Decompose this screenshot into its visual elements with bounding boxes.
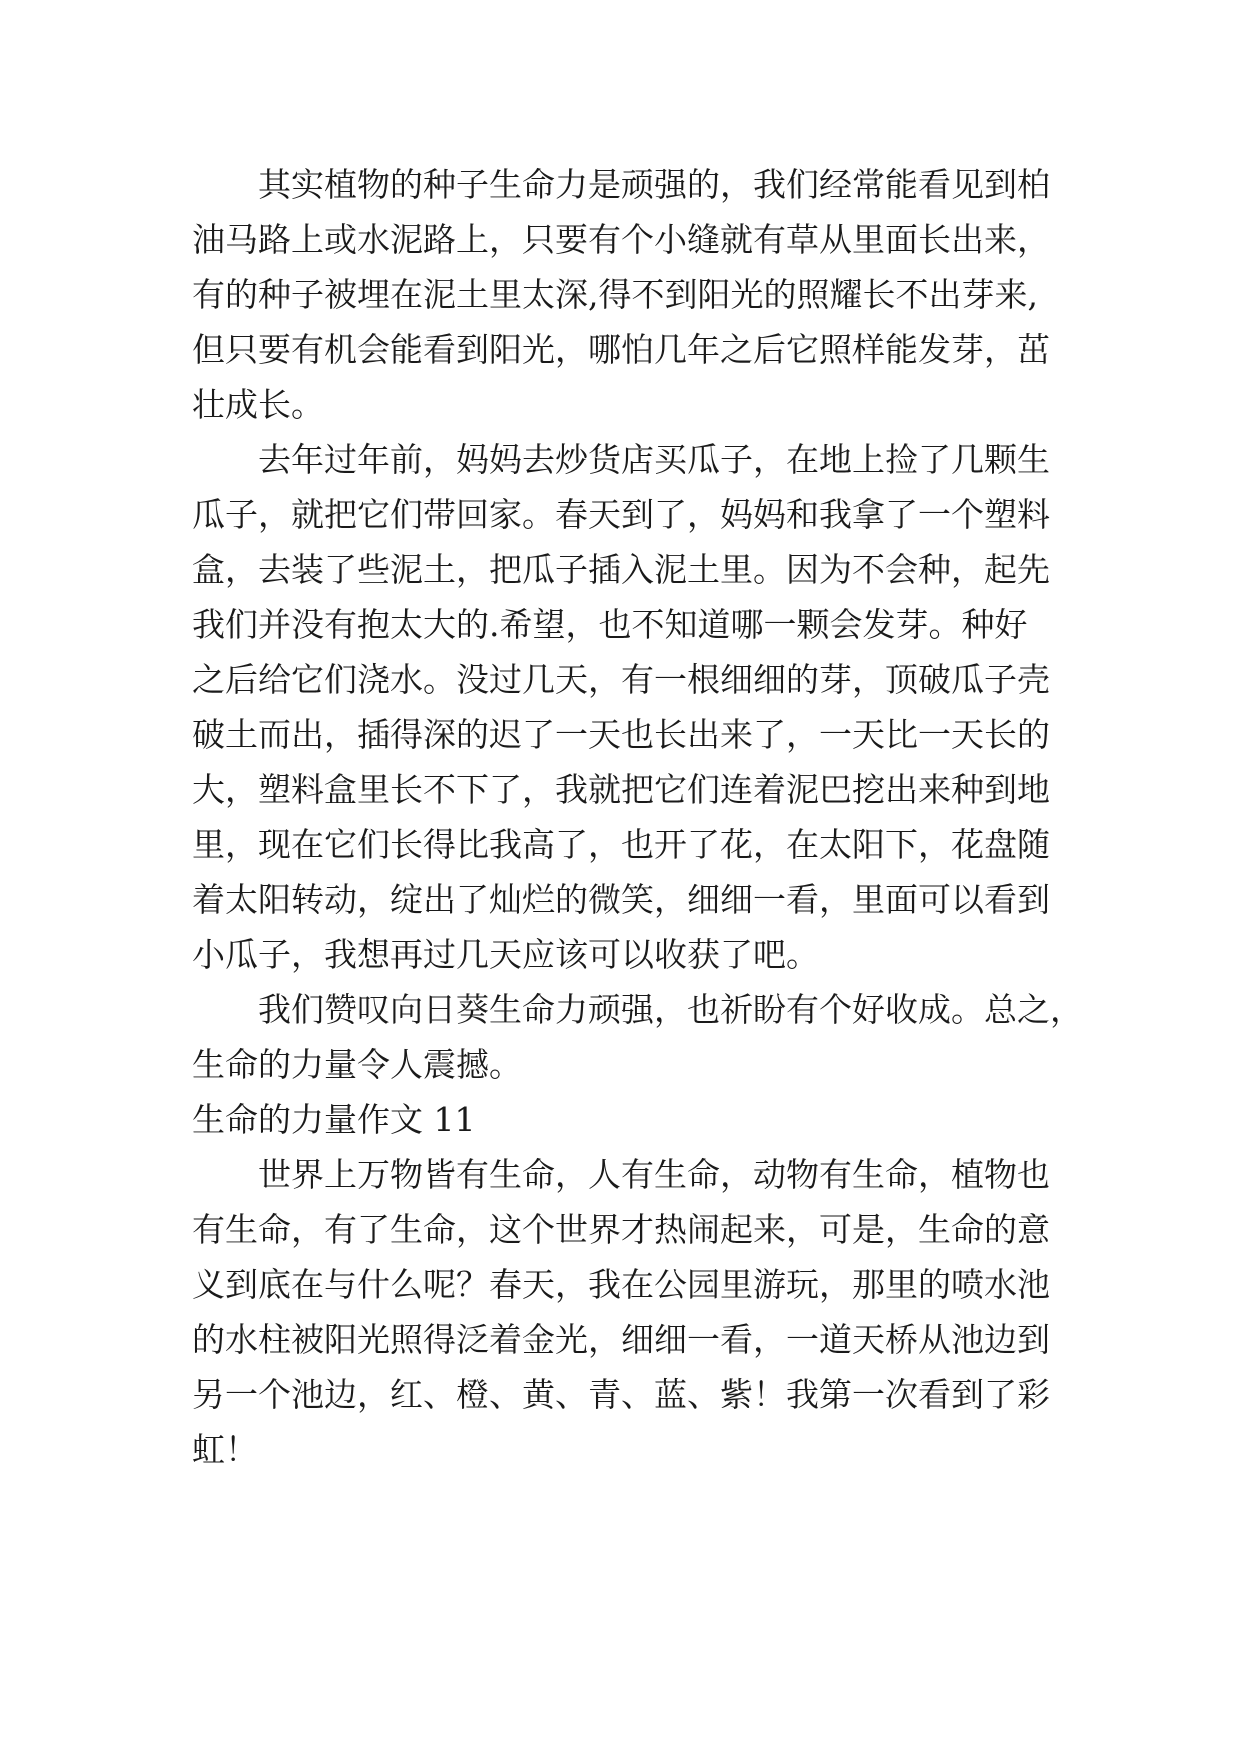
paragraph-2-line-1: 去年过年前，妈妈去炒货店买瓜子，在地上捡了几颗生 <box>258 440 1050 479</box>
paragraph-4-line-1: 世界上万物皆有生命，人有生命，动物有生命，植物也 <box>258 1155 1050 1194</box>
paragraph-2-line-8: 里，现在它们长得比我高了，也开了花，在太阳下，花盘随 <box>192 825 1050 864</box>
paragraph-4-line-5: 另一个池边，红、橙、黄、青、蓝、紫！我第一次看到了彩 <box>192 1375 1050 1414</box>
paragraph-2-line-2: 瓜子，就把它们带回家。春天到了，妈妈和我拿了一个塑料 <box>192 495 1050 534</box>
paragraph-2-line-4: 我们并没有抱太大的.希望，也不知道哪一颗会发芽。种好 <box>192 605 1028 644</box>
paragraph-1-line-3: 有的种子被埋在泥土里太深,得不到阳光的照耀长不出芽来, <box>192 275 1038 314</box>
paragraph-1-line-2: 油马路上或水泥路上，只要有个小缝就有草从里面长出来， <box>192 220 1050 259</box>
paragraph-2-line-10: 小瓜子，我想再过几天应该可以收获了吧。 <box>192 935 819 974</box>
paragraph-2-line-9: 着太阳转动，绽出了灿烂的微笑，细细一看，里面可以看到 <box>192 880 1050 919</box>
paragraph-1-line-1: 其实植物的种子生命力是顽强的，我们经常能看见到柏 <box>258 165 1050 204</box>
paragraph-4-line-3: 义到底在与什么呢？春天，我在公园里游玩，那里的喷水池 <box>192 1265 1050 1304</box>
paragraph-4-line-6: 虹！ <box>192 1430 258 1469</box>
paragraph-3-line-1: 我们赞叹向日葵生命力顽强，也祈盼有个好收成。总之， <box>258 990 1083 1029</box>
paragraph-4-line-2: 有生命，有了生命，这个世界才热闹起来，可是，生命的意 <box>192 1210 1050 1249</box>
section-heading: 生命的力量作文 11 <box>192 1100 476 1139</box>
paragraph-3-line-2: 生命的力量令人震撼。 <box>192 1045 522 1084</box>
paragraph-1-line-4: 但只要有机会能看到阳光，哪怕几年之后它照样能发芽，茁 <box>192 330 1050 369</box>
paragraph-1-line-5: 壮成长。 <box>192 385 324 424</box>
paragraph-2-line-6: 破土而出，插得深的迟了一天也长出来了，一天比一天长的 <box>192 715 1050 754</box>
paragraph-2-line-3: 盒，去装了些泥土，把瓜子插入泥土里。因为不会种，起先 <box>192 550 1050 589</box>
paragraph-2-line-5: 之后给它们浇水。没过几天，有一根细细的芽，顶破瓜子壳 <box>192 660 1050 699</box>
paragraph-4-line-4: 的水柱被阳光照得泛着金光，细细一看，一道天桥从池边到 <box>192 1320 1050 1359</box>
paragraph-2-line-7: 大，塑料盒里长不下了，我就把它们连着泥巴挖出来种到地 <box>192 770 1050 809</box>
